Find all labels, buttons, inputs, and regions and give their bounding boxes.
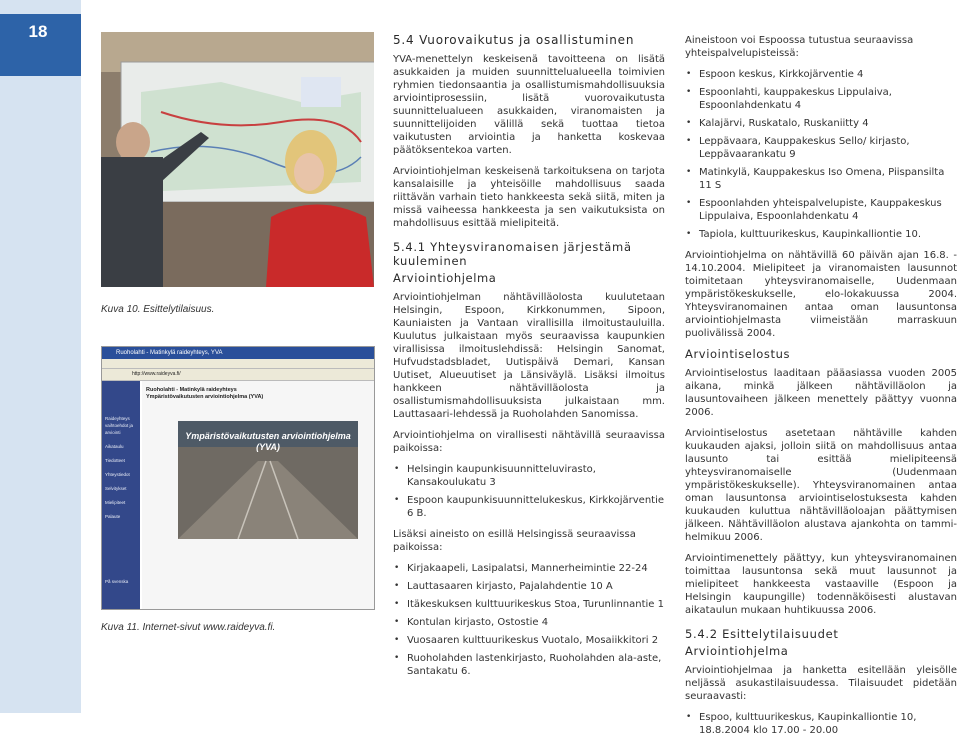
bullet-list (393, 562, 665, 678)
text-column-2 (685, 34, 957, 745)
list-item: • Leppävaara, Kauppakeskus Sello/ kirjasto, Leppävaarankatu 9 (685, 135, 957, 161)
bullet-list (685, 711, 957, 737)
list-item: • Ruoholahden lastenkirjasto, Ruoholahden ala-aste, Santakatu 6. (393, 652, 665, 678)
list-item: • Lauttasaaren kirjasto, Pajalahdentie 10 A (393, 580, 665, 593)
paragraph: Arviointiohjelman nähtävilläolosta kuulutetaan Helsingin, Espoon, Kirkkonummen, Sipoon, Kauniaisten ja Vantaan virallisilla ilmoitustauluilla. Kuulutus julkaistaan myös seuraavissa kaupunkien virallisissa ilmoituslehdissä: Helsingin Sanomat, Hufvudstadsbladet, Uutispäivä Demari, Kansan Uutiset, Alueuutiset ja Länsiväylä. Lisäksi ilmoitus hankkeen nähtävilläolosta ja osallistumismahdollisuuksista julkaistaan mm. Lauttasaari-lehdessä ja Ruoholahden Sanomissa. (393, 292, 665, 420)
list-item: • Helsingin kaupunkisuunnitteluvirasto, Kansakoulukatu 3 (393, 463, 665, 489)
paragraph: Arviointiohjelma on virallisesti nähtävillä seuraavissa paikoissa: (393, 430, 665, 454)
list-item: • Espoonlahden yhteispalvelupiste, Kauppakeskus Lippulaiva, Espoonlahdenkatu 4 (685, 197, 957, 223)
section-heading: 5.4 Vuorovaikutus ja osallistuminen (393, 33, 635, 47)
bullet-list (685, 68, 957, 241)
list-item: • Kalajärvi, Ruskatalo, Ruskaniitty 4 (685, 117, 957, 130)
figure-11-caption: Kuva 11. Internet-sivut www.raideyva.fi. (101, 622, 276, 633)
figure-10-caption: Kuva 10. Esittelytilaisuus. (101, 304, 215, 315)
screenshot-menubar (102, 359, 374, 369)
screenshot-nav (102, 381, 140, 609)
paragraph: Arviointiselostus laaditaan pääasiassa vuoden 2005 aikana, minkä jälkeen nähtävilläolon ja lausuntovaiheen jälkeen menettely päättyy vuonna 2006. (685, 368, 957, 418)
section-label: Arviointiohjelma (393, 271, 497, 285)
screenshot-titlebar: Ruoholahti - Matinkylä raideyhteys, YVA (102, 347, 374, 359)
screenshot-content (142, 381, 374, 609)
screenshot-page-heading: Ruoholahti - Matinkylä raideyhteys Ympäristövaikutusten arviointiohjelma (YVA) (146, 387, 264, 400)
bullet-list (393, 463, 665, 520)
paragraph: YVA-menettelyn keskeisenä tavoitteena on lisätä asukkaiden ja muiden suunnittelualueella toimivien ryhmien tiedonsaantia ja osallistumismahdollisuuksia arviointiprosessiin, lisätä vuorovaikutusta suunnittelualueen asukkaiden, viranomaisten ja suunnittelijoiden välillä sekä tuottaa tietoa vaikutusten arviointia ja hanketta koskevaa päätöksentekoa varten. (393, 54, 665, 156)
screenshot-banner-text: Ympäristövaikutusten arviointiohjelma (YVA) (185, 431, 351, 452)
section-label: Arviointiohjelma (685, 644, 789, 658)
page-sidebar (0, 0, 81, 713)
list-item: • Espoon kaupunkisuunnittelukeskus, Kirkkojärventie 6 B. (393, 494, 665, 520)
paragraph: Arviointimenettely päättyy, kun yhteysviranomainen toimittaa lausuntonsa sekä muut lausunnot ja mielipiteet hankkeesta vastaaville (Espoon ja Helsingin kaupungille) todennäköisesti alustavan aikataulun mukaan huhtikuussa 2006. (685, 553, 957, 616)
paragraph: Arviointiohjelman keskeisenä tarkoituksena on tarjota kansalaisille ja yhteisöille mahdollisuus saada riittävän varhain tieto hankkeesta sekä siitä, miten ja missä vaiheessa hankkeesta ja sen vaikutuksista on mahdollisuus esittää mielipiteitä. (393, 166, 665, 229)
presentation-photo (101, 32, 374, 287)
screenshot-nav-item: Mielipiteet (105, 500, 126, 505)
list-item: • Vuosaaren kulttuurikeskus Vuotalo, Mosaiikkitori 2 (393, 634, 665, 647)
screenshot-viewport (102, 381, 374, 609)
subsection-heading: 5.4.2 Esittelytilaisuudet (685, 627, 839, 641)
paragraph: Arviointiohjelmaa ja hanketta esitellään yleisölle neljässä asukastilaisuudessa. Tilaisuudet pidetään seuraavasti: (685, 665, 957, 702)
screenshot-nav-item: Yhteystiedot (105, 472, 130, 477)
list-item: • Espoon keskus, Kirkkojärventie 4 (685, 68, 957, 81)
screenshot-nav-item: Aikataulu (105, 444, 124, 449)
paragraph: Arviointiselostus asetetaan nähtäville kahden kuukauden ajaksi, jolloin siitä on mahdollisuus antaa lausunto tai esittää mielipiteensä yhteysviranomaiselle (Uudenmaan ympäristökeskukselle). Yhteysviranomainen antaa oman lausuntonsa arviointiselostuksesta kahden kuukauden kuluttua nähtävilläoloajan päättymisen jälkeen. Nähtävilläolon alustava ajankohta on tammi-helmikuu 2006. (685, 428, 957, 543)
website-screenshot (101, 346, 375, 610)
list-item: • Tapiola, kulttuurikeskus, Kaupinkalliontie 10. (685, 228, 957, 241)
subsection-heading: 5.4.1 Yhteysviranomaisen järjestämä kuuleminen (393, 240, 632, 268)
list-item: • Espoo, kulttuurikeskus, Kaupinkalliontie 10, 18.8.2004 klo 17.00 - 20.00 (685, 711, 957, 737)
page-number: 18 (28, 22, 48, 41)
screenshot-address-bar: http://www.raideyva.fi/ (102, 369, 374, 381)
screenshot-nav-item: Palaute (105, 514, 121, 519)
screenshot-nav-item: Tiedotteet (105, 458, 125, 463)
screenshot-nav-item: Raideyhteys vaihtoehdot ja arviointi (105, 416, 134, 435)
list-item: • Matinkylä, Kauppakeskus Iso Omena, Piispansilta 11 S (685, 166, 957, 192)
screenshot-swedish-link: På svenska (105, 579, 129, 584)
list-item: • Espoonlahti, kauppakeskus Lippulaiva, Espoonlahdenkatu 4 (685, 86, 957, 112)
list-item: • Kirjakaapeli, Lasipalatsi, Mannerheimintie 22-24 (393, 562, 665, 575)
presentation-photo-drawing (101, 32, 374, 287)
paragraph: Lisäksi aineisto on esillä Helsingissä seuraavissa paikoissa: (393, 529, 636, 553)
list-item: • Kontulan kirjasto, Ostostie 4 (393, 616, 665, 629)
screenshot-nav-item: Selvitykset (105, 486, 127, 491)
paragraph: Arviointiohjelma on nähtävillä 60 päivän ajan 16.8. - 14.10.2004. Mielipiteet ja viranomaisten lausunnot toimitetaan yhteysviranomaiselle, Uudenmaan ympäristökeskukselle, elo-lokakuussa 2004. Yhteysviranomainen antaa oman lausuntonsa arviointiohjelmasta viimeistään marraskuun puolivälissä 2004. (685, 250, 957, 339)
list-item: • Itäkeskuksen kulttuurikeskus Stoa, Turunlinnantie 1 (393, 598, 665, 611)
section-label: Arviointiselostus (685, 347, 791, 361)
text-column-1 (393, 34, 665, 686)
paragraph: Aineistoon voi Espoossa tutustua seuraavissa yhteispalvelupisteissä: (685, 35, 914, 59)
